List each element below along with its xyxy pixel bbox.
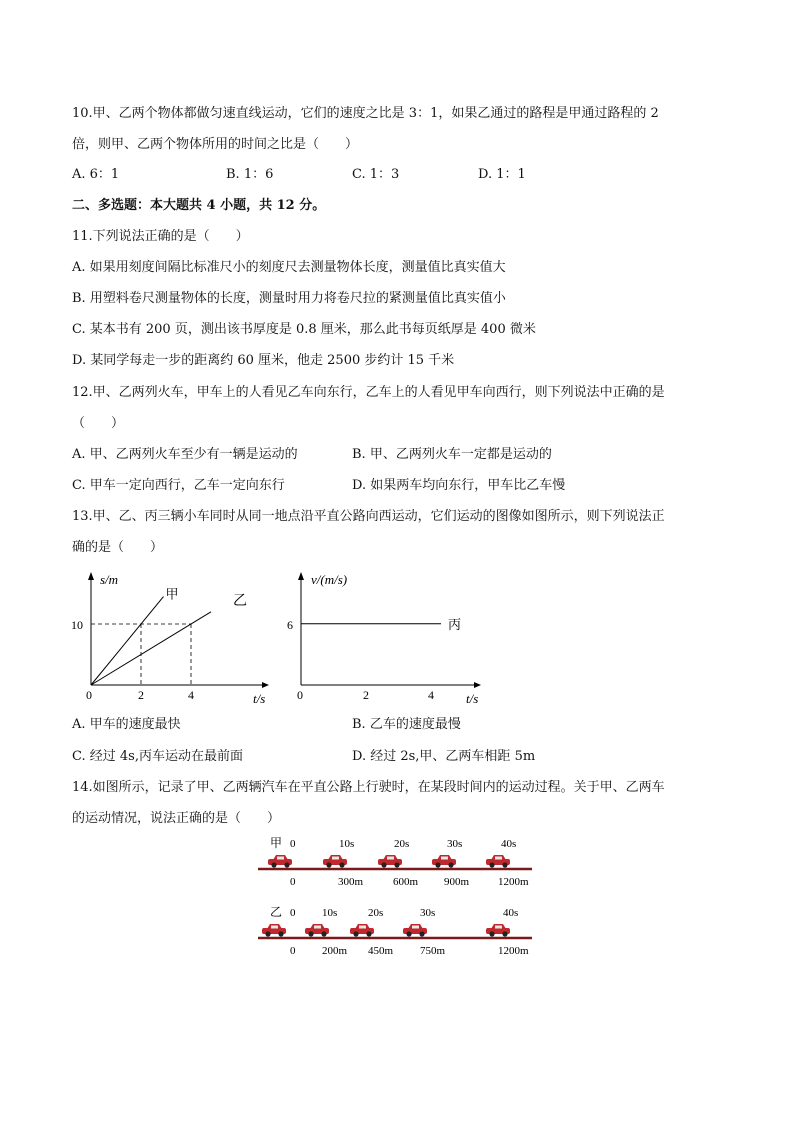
q10-stem-line1: 10.甲、乙两个物体都做匀速直线运动，它们的速度之比是 3：1，如果乙通过的路程是甲通过路程的 2 <box>72 106 659 121</box>
q13-option-b: B. 乙车的速度最慢 <box>352 717 461 732</box>
q10-option-b: B. 1：6 <box>226 167 274 182</box>
car-window <box>441 857 448 860</box>
car-a-distance-label: 0 <box>290 876 296 888</box>
q12-option-b: B. 甲、乙两列火车一定都是运动的 <box>352 447 552 462</box>
y-axis-label: s/m <box>100 572 119 587</box>
car-b-time-label: 10s <box>322 907 338 919</box>
car-wheel <box>502 862 507 867</box>
q13-option-c: C. 经过 4s,丙车运动在最前面 <box>72 749 243 764</box>
car-b-distance-label: 1200m <box>498 945 529 957</box>
x-tick-label: 2 <box>138 688 144 702</box>
y-tick-label: 10 <box>71 618 83 632</box>
car-window <box>277 857 284 860</box>
car-a-time-label: 10s <box>339 838 355 850</box>
car-a-distance-label: 600m <box>393 876 419 888</box>
car-wheel <box>278 931 283 936</box>
car-motion-figure <box>250 832 550 962</box>
car-window <box>271 926 278 929</box>
car-wheel <box>435 862 440 867</box>
car-wheel <box>284 862 289 867</box>
car-wheel <box>265 931 270 936</box>
car-a-distance-label: 900m <box>444 876 470 888</box>
section-heading: 二、多选题：本大题共 4 小题，共 12 分。 <box>72 198 326 213</box>
car-a-label: 甲 <box>270 836 283 850</box>
car-b-distance-label: 0 <box>290 945 296 957</box>
q13-stem-line1: 13.甲、乙、丙三辆小车同时从同一地点沿平直公路向西运动，它们运动的图像如图所示，则下列说法正 <box>72 509 665 524</box>
car-a-distance-label: 300m <box>338 876 364 888</box>
car-b-label: 乙 <box>270 905 283 919</box>
q14-stem-line1: 14.如图所示，记录了甲、乙两辆汽车在平直公路上行驶时，在某段时间内的运动过程。关于甲、乙两车 <box>72 780 665 795</box>
car-icon <box>350 924 374 937</box>
x-tick-label: 4 <box>428 688 434 702</box>
car-icon <box>262 924 286 937</box>
car-wheel <box>339 862 344 867</box>
x-tick-label: 0 <box>86 688 92 702</box>
y-axis-arrow <box>88 572 94 580</box>
series-label-yi: 乙 <box>233 593 247 609</box>
q13-option-d: D. 经过 2s,甲、乙两车相距 5m <box>352 749 536 764</box>
v-t-graph <box>284 568 484 708</box>
y-axis-label: v/(m/s) <box>311 572 348 587</box>
car-wheel <box>448 862 453 867</box>
q10-stem-line2: 倍，则甲、乙两个物体所用的时间之比是（ ） <box>72 137 359 152</box>
q10-option-c: C. 1：3 <box>352 167 400 182</box>
car-window <box>314 926 321 929</box>
car-window <box>495 926 502 929</box>
car-a-time-label: 30s <box>447 838 463 850</box>
car-icon <box>268 855 292 868</box>
car-b-time-label: 30s <box>420 907 436 919</box>
car-icon <box>378 855 402 868</box>
car-wheel <box>366 931 371 936</box>
car-icon <box>403 924 427 937</box>
q12-stem-line2: （ ） <box>72 416 125 431</box>
car-icon <box>305 924 329 937</box>
q12-option-d: D. 如果两车均向东行，甲车比乙车慢 <box>352 478 566 493</box>
car-window <box>412 926 419 929</box>
car-wheel <box>502 931 507 936</box>
car-wheel <box>326 862 331 867</box>
car-window <box>495 857 502 860</box>
y-tick-label: 6 <box>287 617 293 632</box>
series-line-yi <box>91 612 211 685</box>
car-a-time-label: 0 <box>290 838 296 850</box>
car-icon <box>486 855 510 868</box>
q10-option-d: D. 1：1 <box>478 167 526 182</box>
car-b-distance-label: 450m <box>368 945 394 957</box>
car-icon <box>323 855 347 868</box>
car-icon <box>486 924 510 937</box>
q11-option-c: C. 某本书有 200 页，测出该书厚度是 0.8 厘米，那么此书每页纸厚是 400 微米 <box>72 322 536 337</box>
car-b-time-label: 0 <box>290 907 296 919</box>
q11-option-a: A. 如果用刻度间隔比标准尺小的刻度尺去测量物体长度，测量值比真实值大 <box>72 260 506 275</box>
car-wheel <box>394 862 399 867</box>
car-window <box>359 926 366 929</box>
x-axis-label: t/s <box>466 691 479 706</box>
car-wheel <box>489 931 494 936</box>
series-label-jia: 甲 <box>165 586 179 602</box>
q11-stem: 11.下列说法正确的是（ ） <box>72 229 249 244</box>
q12-option-a: A. 甲、乙两列火车至少有一辆是运动的 <box>72 447 298 462</box>
x-axis-arrow <box>474 682 481 688</box>
x-tick-label: 2 <box>363 688 369 702</box>
car-wheel <box>308 931 313 936</box>
car-a-distance-label: 1200m <box>498 876 529 888</box>
q13-stem-line2: 确的是（ ） <box>72 540 164 555</box>
car-b-time-label: 40s <box>503 907 519 919</box>
car-window <box>332 857 339 860</box>
car-icon <box>432 855 456 868</box>
car-wheel <box>381 862 386 867</box>
car-wheel <box>406 931 411 936</box>
car-window <box>387 857 394 860</box>
q10-option-a: A. 6：1 <box>72 167 120 182</box>
car-b-time-label: 20s <box>368 907 384 919</box>
s-t-graph <box>62 568 272 708</box>
q12-option-c: C. 甲车一定向西行，乙车一定向东行 <box>72 478 285 493</box>
car-wheel <box>271 862 276 867</box>
car-wheel <box>489 862 494 867</box>
car-wheel <box>419 931 424 936</box>
series-line-jia <box>91 597 164 685</box>
x-axis-arrow <box>262 682 269 688</box>
q12-stem-line1: 12.甲、乙两列火车，甲车上的人看见乙车向东行，乙车上的人看见甲车向西行，则下列说法中正确的是 <box>72 385 665 400</box>
x-tick-label: 4 <box>188 688 194 702</box>
car-wheel <box>321 931 326 936</box>
x-tick-label: 0 <box>297 688 303 702</box>
q11-option-d: D. 某同学每走一步的距离约 60 厘米，他走 2500 步约计 15 千米 <box>72 353 455 368</box>
y-axis-arrow <box>298 572 304 580</box>
q14-stem-line2: 的运动情况，说法正确的是（ ） <box>72 811 281 826</box>
car-wheel <box>353 931 358 936</box>
x-axis-label: t/s <box>253 691 266 706</box>
car-a-time-label: 20s <box>394 838 410 850</box>
series-label-bing: 丙 <box>448 616 462 632</box>
car-b-distance-label: 750m <box>420 945 446 957</box>
car-a-time-label: 40s <box>501 838 517 850</box>
q13-option-a: A. 甲车的速度最快 <box>72 717 181 732</box>
car-b-distance-label: 200m <box>322 945 348 957</box>
q11-option-b: B. 用塑料卷尺测量物体的长度，测量时用力将卷尺拉的紧测量值比真实值小 <box>72 291 506 306</box>
